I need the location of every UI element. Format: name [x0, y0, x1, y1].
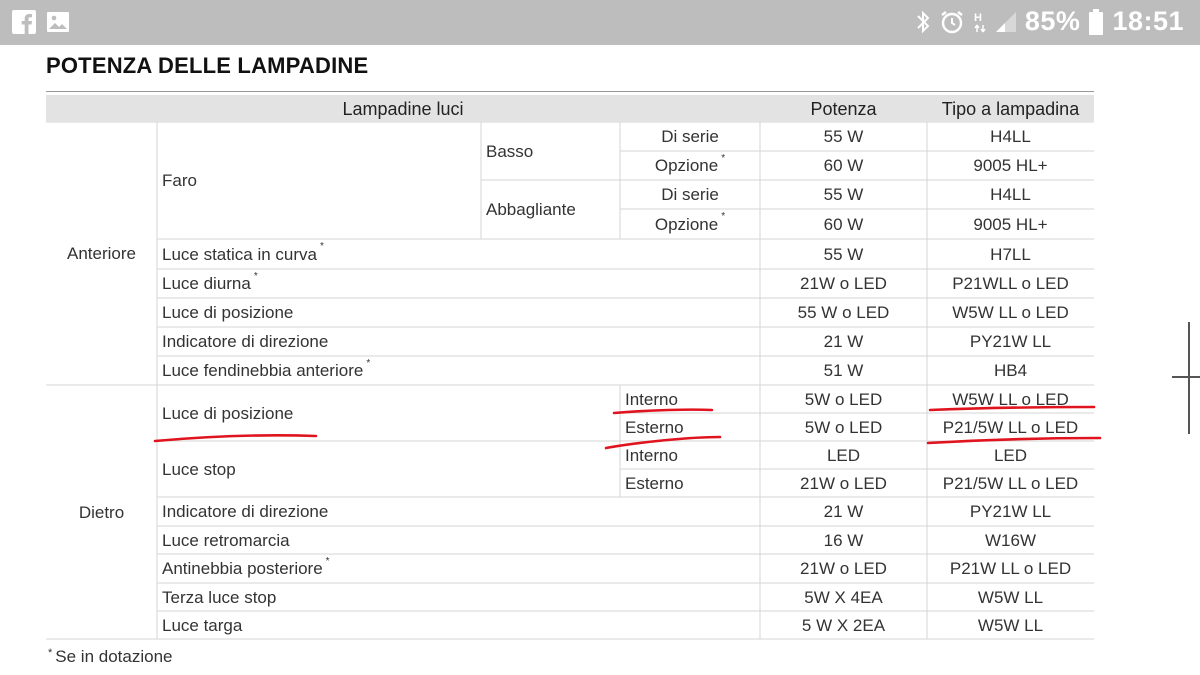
rear-sub: Esterno — [625, 417, 684, 437]
clock: 18:51 — [1112, 6, 1184, 36]
rear-item-label: Terza luce stop — [162, 587, 277, 607]
label-basso: Basso — [486, 141, 534, 161]
rear-sub-power: LED — [826, 445, 861, 465]
front-item-type: H7LL — [990, 244, 1031, 264]
faro-sub: Opzione * — [654, 211, 726, 234]
faro-power: 55 W — [823, 127, 864, 146]
front-item-type: P21WLL o LED — [952, 274, 1069, 293]
faro-sub: Di serie — [661, 127, 719, 146]
underline-stroke — [614, 410, 712, 413]
underline-stroke — [930, 407, 1094, 410]
faro-power: 60 W — [823, 156, 864, 175]
rear-sub: Esterno — [625, 473, 684, 493]
header-power: Potenza — [760, 95, 927, 122]
underline-stroke — [606, 437, 720, 448]
front-item-label: Luce diurna * — [162, 270, 258, 293]
rear-sub-type: LED — [993, 445, 1028, 465]
front-item-type: HB4 — [993, 361, 1028, 380]
front-item-power: 21W o LED — [800, 274, 887, 293]
rear-item-type: W5W LL — [977, 587, 1044, 607]
group-front: Anteriore — [67, 244, 136, 263]
battery-percent: 85% — [1024, 6, 1081, 36]
underline-stroke — [928, 438, 1100, 443]
svg-text:H: H — [973, 11, 982, 24]
rear-sub: Interno — [625, 389, 678, 409]
front-item-label: Luce fendinebbia anteriore * — [162, 357, 371, 380]
rear-sub-power: 5W o LED — [804, 417, 883, 437]
front-item-label: Indicatore di direzione — [162, 332, 329, 351]
front-item-label: Luce statica in curva * — [162, 241, 324, 264]
rear-item-power: 16 W — [823, 530, 864, 550]
rear-item-type: W16W — [985, 530, 1036, 550]
rear-item-label: Luce targa — [162, 615, 243, 635]
faro-type: H4LL — [990, 185, 1031, 204]
front-item-power: 21 W — [823, 332, 864, 351]
front-item-power: 55 W o LED — [797, 303, 890, 322]
rear-item-label: Luce retromarcia — [162, 530, 290, 550]
footnote: * Se in dotazione — [48, 647, 173, 666]
header-bulb: Lampadine luci — [46, 95, 760, 122]
label-abbagliante: Abbagliante — [486, 200, 576, 219]
rear-item-type: W5W LL — [977, 615, 1044, 635]
rear-item-power: 21 W — [823, 502, 864, 521]
faro-type: 9005 HL+ — [973, 214, 1048, 234]
faro-sub: Opzione * — [654, 152, 726, 175]
rear-item-label: Indicatore di direzione — [162, 502, 329, 521]
rear-item-type: PY21W LL — [969, 502, 1052, 521]
faro-power: 55 W — [823, 185, 864, 204]
rear-item-type: P21W LL o LED — [949, 559, 1072, 578]
label-faro: Faro — [162, 171, 197, 190]
front-item-power: 51 W — [823, 361, 864, 380]
rear-item-power: 5W X 4EA — [804, 587, 883, 607]
underline-stroke — [155, 435, 316, 441]
rear-sub-type: P21/5W LL o LED — [942, 473, 1079, 493]
rear-sub: Interno — [625, 445, 678, 465]
group-rear: Dietro — [78, 502, 125, 522]
faro-type: H4LL — [990, 127, 1031, 146]
front-item-type: W5W LL o LED — [952, 303, 1069, 322]
rear-item-power: 21W o LED — [800, 559, 887, 578]
faro-type: 9005 HL+ — [973, 156, 1048, 175]
rear-item-power: 5 W X 2EA — [801, 615, 886, 635]
scroll-indicator-tick — [1172, 376, 1200, 378]
rear-sub-power: 21W o LED — [800, 473, 887, 493]
label-rear-stop: Luce stop — [162, 459, 236, 479]
rear-sub-type: W5W LL o LED — [952, 389, 1069, 409]
front-item-label: Luce di posizione — [162, 303, 294, 322]
page-title: POTENZA DELLE LAMPADINE — [46, 53, 369, 78]
front-item-type: PY21W LL — [969, 332, 1052, 351]
rear-sub-type: P21/5W LL o LED — [942, 417, 1079, 437]
front-item-power: 55 W — [823, 244, 864, 264]
header-type: Tipo a lampadina — [927, 95, 1094, 122]
scroll-indicator[interactable] — [1188, 322, 1190, 434]
label-rear-posizione: Luce di posizione — [162, 403, 294, 423]
faro-power: 60 W — [823, 214, 864, 234]
rear-sub-power: 5W o LED — [804, 389, 883, 409]
faro-sub: Di serie — [661, 185, 719, 204]
rear-item-label: Antinebbia posteriore * — [162, 555, 330, 578]
